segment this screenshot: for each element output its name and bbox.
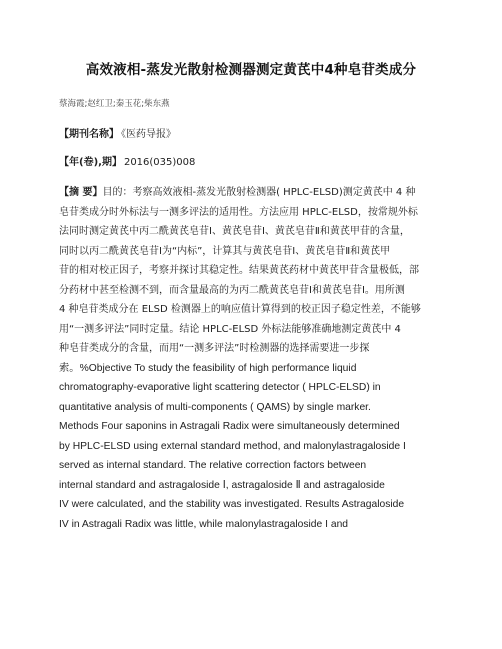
abstract-line: 分药材中甚至检测不到，而含量最高的为丙二酰黄芪皂苷Ⅰ和黄芪皂苷Ⅰ。用所测 bbox=[59, 284, 405, 296]
authors-line: 蔡海霞;赵红卫;秦玉花;柴东燕 bbox=[59, 99, 170, 109]
abstract-label: 【摘 要】 bbox=[59, 187, 103, 198]
abstract-line: IV were calculated, and the stability was investigated. Results Astragaloside bbox=[59, 499, 405, 510]
abstract-line: 皂苷类成分时外标法与一测多评法的适用性。方法应用 HPLC-ELSD，按常规外标 bbox=[59, 206, 418, 218]
year-line bbox=[59, 153, 195, 168]
year-value: 2016(035)008 bbox=[123, 157, 196, 168]
abstract-line: quantitative analysis of multi-components ( QAMS) by single marker. bbox=[59, 401, 371, 413]
abstract-line: 同时以丙二酰黄芪皂苷Ⅰ为“内标”，计算其与黄芪皂苷Ⅰ、黄芪皂苷Ⅱ和黄芪甲 bbox=[59, 245, 391, 257]
abstract-line: 4 种皂苷类成分在 ELSD 检测器上的响应值计算得到的校正因子稳定性差，不能够 bbox=[59, 304, 421, 315]
abstract bbox=[59, 183, 443, 534]
abstract-line: chromatography-evaporative light scattering detector ( HPLC-ELSD) in bbox=[59, 382, 381, 393]
abstract-line: 【摘 要】目的：考察高效液相-蒸发光散射检测器( HPLC-ELSD)测定黄芪中 4 种 bbox=[59, 187, 416, 198]
abstract-line: 法同时测定黄芪中丙二酰黄芪皂苷Ⅰ、黄芪皂苷Ⅰ、黄芪皂苷Ⅱ和黄芪甲苷的含量， bbox=[59, 226, 410, 237]
abstract-line: IV in Astragali Radix was little, while malonylastragaloside I and bbox=[59, 518, 349, 530]
abstract-line: internal standard and astragaloside Ⅰ, astragaloside Ⅱ and astragaloside bbox=[59, 479, 385, 491]
abstract-line: 用“一测多评法”同时定量。结论 HPLC-ELSD 外标法能够准确地测定黄芪中 4 bbox=[59, 323, 401, 335]
document-title: 高效液相-蒸发光散射检测器测定黄芪中4种皂苷类成分 bbox=[85, 62, 417, 78]
abstract-line: Methods Four saponins in Astragali Radix were simultaneously determined bbox=[59, 421, 400, 432]
abstract-line: 种皂苷类成分的含量，而用“一测多评法”时检测器的选择需要进一步探 bbox=[59, 343, 370, 354]
abstract-line: served as internal standard. The relative correction factors between bbox=[59, 460, 367, 471]
journal-label: 【期刊名称】 bbox=[59, 129, 119, 140]
abstract-line: 苷的相对校正因子，考察并探讨其稳定性。结果黄芪药材中黄芪甲苷含量极低，部 bbox=[59, 265, 419, 276]
year-label: 【年(卷),期】 bbox=[59, 157, 122, 168]
abstract-line: by HPLC-ELSD using external standard method, and malonylastragaloside I bbox=[59, 440, 406, 452]
journal-line bbox=[59, 125, 176, 140]
abstract-line: 索。%Objective To study the feasibility of high performance liquid bbox=[59, 362, 357, 374]
journal-value: 《医药导报》 bbox=[121, 129, 176, 140]
